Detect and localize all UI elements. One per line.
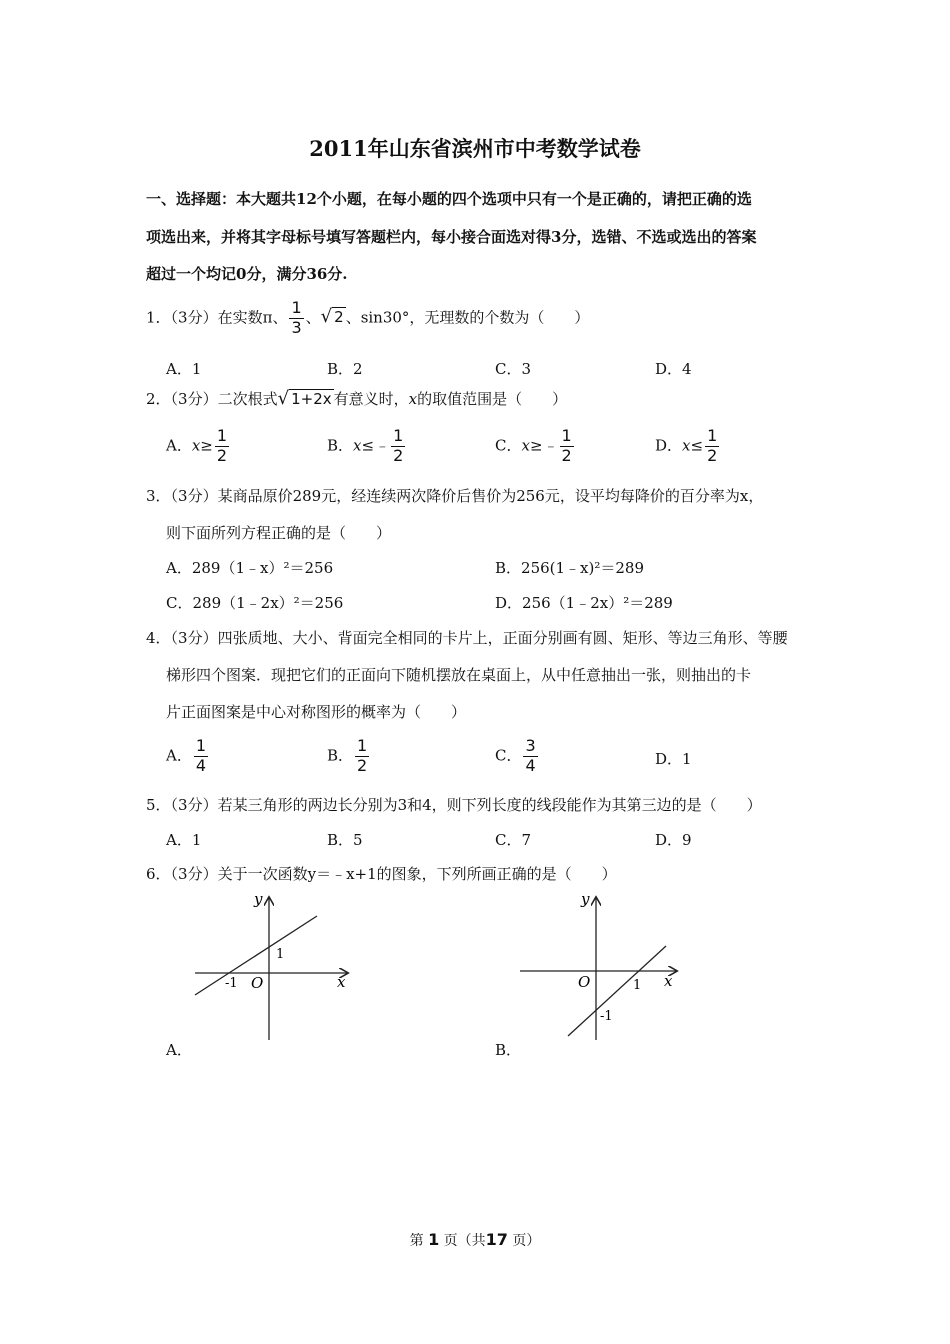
option-d: D．4 — [655, 360, 692, 378]
tick-label: -1 — [600, 1009, 613, 1024]
graph-a — [185, 890, 355, 1045]
question-number: 6． — [146, 865, 171, 883]
option-d: D．x≤ $\frac{1}{2}$ — [655, 426, 718, 465]
x-axis-label: x — [664, 972, 673, 990]
option-b: B． $\frac{1}{2}$ — [327, 736, 368, 775]
page-footer: 第 1 页（共17 页） — [409, 1230, 541, 1249]
origin-label: O — [578, 973, 591, 991]
section-intro-line-2: 项选出来，并将其字母标号填写答题栏内，每小接合面选对得3分，选错、不选或选出的答案 — [146, 228, 757, 246]
origin-label: O — [251, 974, 264, 992]
question-4: 4．（3分）四张质地、大小、背面完全相同的卡片上，正面分别画有圆、矩形、等边三角形、等腰 — [146, 629, 788, 647]
fraction: $\frac{1}{2}$ — [561, 426, 572, 465]
question-number: 5． — [146, 796, 171, 814]
question-4-line-2: 梯形四个图案．现把它们的正面向下随机摆放在桌面上，从中任意抽出一张，则抽出的卡 — [166, 666, 752, 684]
question-4-line-3: 片正面图案是中心对称图形的概率为（ ） — [166, 703, 467, 721]
fraction: $\frac{1}{2}$ — [216, 426, 228, 465]
option-a: A．1 — [166, 360, 202, 378]
question-score: （3分） — [170, 308, 218, 327]
option-d: D．9 — [655, 831, 692, 849]
fraction: $\frac{1}{4}$ — [195, 736, 207, 775]
fraction: $\frac{1}{3}$ — [291, 298, 302, 337]
option-b: B． — [495, 1041, 522, 1059]
y-axis-label: y — [581, 890, 590, 908]
option-b: B．5 — [327, 831, 363, 849]
graph-b — [512, 890, 682, 1045]
question-score: （3分） — [170, 390, 218, 408]
question-3-line-2: 则下面所列方程正确的是（ ） — [166, 524, 392, 542]
option-a: A．289（1﹣x）²＝256 — [166, 559, 334, 577]
square-root: √ 2 — [320, 306, 344, 328]
question-2: 2．（3分）二次根式√ 1+2x 有意义时，x的取值范围是（ ） — [146, 388, 568, 409]
x-axis-label: x — [337, 973, 346, 991]
page-title: 2011年山东省滨州市中考数学试卷 — [309, 136, 641, 161]
function-line — [568, 946, 666, 1036]
option-c: C．x≥﹣ $\frac{1}{2}$ — [495, 426, 572, 465]
fraction: $\frac{1}{2}$ — [393, 426, 404, 465]
question-3: 3．（3分）某商品原价289元，经连续两次降价后售价为256元，设平均每降价的百分率为x， — [146, 487, 764, 505]
question-1: 1．（3分）在实数π、 $\frac{1}{3}$ 、√ 2 、sin30°，无理数的个数为（ ） — [146, 298, 590, 337]
question-5: 5．（3分）若某三角形的两边长分别为3和4，则下列长度的线段能作为其第三边的是（ ） — [146, 796, 762, 814]
option-a: A．x≥ $\frac{1}{2}$ — [166, 426, 228, 465]
option-c: C．7 — [495, 831, 532, 849]
y-axis-label: y — [254, 890, 263, 908]
fraction: $\frac{1}{2}$ — [707, 426, 718, 465]
question-number: 2． — [146, 390, 171, 408]
total-pages: 17 — [485, 1230, 508, 1249]
option-c: C．3 — [495, 360, 532, 378]
option-a: A． $\frac{1}{4}$ — [166, 736, 207, 775]
option-d: D．1 — [655, 750, 692, 768]
question-number: 3． — [146, 487, 171, 505]
fraction: $\frac{1}{2}$ — [357, 736, 368, 775]
option-a: A． — [166, 1041, 192, 1059]
page-number: 1 — [428, 1230, 440, 1249]
question-6: 6．（3分）关于一次函数y＝﹣x+1的图象，下列所画正确的是（ ） — [146, 865, 617, 883]
option-c: C．289（1﹣2x）²＝256 — [166, 594, 344, 612]
section-intro-line-3: 超过一个均记0分，满分36分. — [146, 265, 348, 283]
fraction: $\frac{3}{4}$ — [525, 736, 536, 775]
square-root: √ 1+2x — [277, 388, 332, 409]
option-b: B．256(1﹣x)²＝289 — [495, 559, 645, 577]
tick-label: 1 — [276, 947, 285, 962]
tick-label: 1 — [633, 978, 642, 993]
question-number: 1． — [146, 308, 171, 327]
option-b: B．x≤﹣ $\frac{1}{2}$ — [327, 426, 404, 465]
option-d: D．256（1﹣2x）²＝289 — [495, 594, 673, 612]
option-a: A．1 — [166, 831, 202, 849]
tick-label: -1 — [225, 976, 238, 991]
section-intro-line-1: 一、选择题：本大题共12个小题，在每小题的四个选项中只有一个是正确的，请把正确的选 — [146, 190, 752, 208]
option-b: B．2 — [327, 360, 363, 378]
option-c: C． $\frac{3}{4}$ — [495, 736, 536, 775]
question-number: 4． — [146, 629, 171, 647]
